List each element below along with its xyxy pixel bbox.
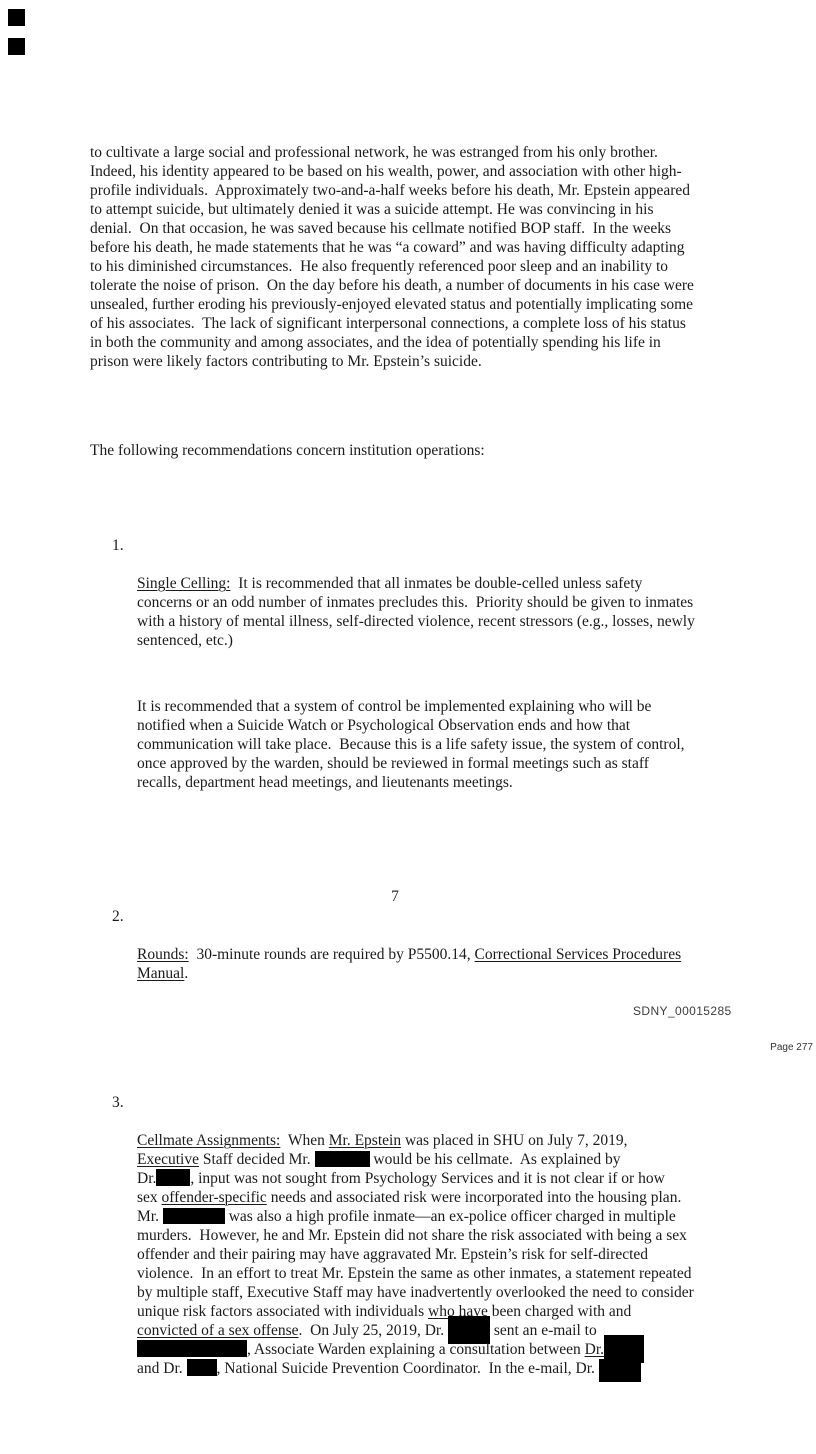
text-run: to cultivate a large social and professional network, he was estranged from his only brother. <box>90 144 658 161</box>
text-run: been charged with and <box>487 1303 632 1320</box>
text-run: offender and their pairing may have aggravated Mr. Epstein’s risk for self-directed <box>137 1246 649 1263</box>
text-run: was also a high profile inmate—an ex-police officer charged in multiple <box>224 1208 676 1225</box>
list-number: 1. <box>112 537 124 554</box>
text-run: needs and associated risk were incorporated into the housing plan. <box>266 1189 682 1206</box>
text-run: concerns or an odd number of inmates precludes this. Priority should be given to inmates <box>137 594 694 611</box>
item-paragraph <box>137 945 742 983</box>
underlined-text: Executive <box>137 1151 199 1168</box>
footer-page-label: Page 277 <box>770 1042 813 1053</box>
item-paragraph <box>137 574 742 650</box>
redaction-box <box>187 1359 217 1376</box>
scan-artifact-square-top <box>8 9 25 26</box>
underlined-text: who have <box>428 1303 488 1320</box>
text-run: denial. On that occasion, he was saved because his cellmate notified BOP staff. In the weeks <box>90 220 672 237</box>
text-run: , Associate Warden explaining a consultation between <box>247 1341 585 1358</box>
redaction-box <box>599 1359 641 1376</box>
page-number: 7 <box>391 888 399 905</box>
text-run: It is recommended that a system of control be implemented explaining who will be <box>137 698 652 715</box>
item-paragraph <box>137 1131 742 1378</box>
text-run: once approved by the warden, should be reviewed in formal meetings such as staff <box>137 755 649 772</box>
list-item-cellmate-assignments <box>90 1093 742 1416</box>
list-item-single-celling <box>90 536 742 830</box>
underlined-text: offender-specific <box>161 1189 267 1206</box>
bates-number: SDNY_00015285 <box>633 1004 732 1018</box>
text-run: When <box>280 1132 329 1149</box>
text-run: was placed in SHU on July 7, 2019, <box>401 1132 628 1149</box>
text-run: It is recommended that all inmates be double-celled unless safety <box>230 575 643 592</box>
text-run: to attempt suicide, but ultimately denied it was a suicide attempt. He was convincing in his <box>90 201 654 218</box>
text-run: murders. However, he and Mr. Epstein did not share the risk associated with being a sex <box>137 1227 687 1244</box>
underlined-text: Rounds: <box>137 946 189 963</box>
text-run: 30-minute rounds are required by P5500.14, <box>188 946 475 963</box>
list-number: 2. <box>112 908 124 925</box>
text-run: , National Suicide Prevention Coordinator. In the e-mail, Dr. <box>216 1360 599 1377</box>
text-run: tolerate the noise of prison. On the day before his death, a number of documents in his case were <box>90 277 694 294</box>
underlined-text: Mr. Epstein <box>328 1132 402 1149</box>
text-run: profile individuals. Approximately two-and-a-half weeks before his death, Mr. Epstein appeared <box>90 182 691 199</box>
redaction-box <box>448 1321 490 1338</box>
text-run: Dr. <box>137 1170 157 1187</box>
list-number: 3. <box>112 1094 124 1111</box>
text-run: with a history of mental illness, self-directed violence, recent stressors (e.g., losses, newly <box>137 613 695 630</box>
text-run: in both the community and among associates, and the idea of potentially spending his life in <box>90 334 661 351</box>
text-run: . <box>184 965 189 982</box>
text-run: sex <box>137 1189 162 1206</box>
text-run: unsealed, further eroding his previously-enjoyed elevated status and potentially implicating some <box>90 296 694 313</box>
underlined-text: Single Celling: <box>137 575 231 592</box>
text-run: recalls, department head meetings, and lieutenants meetings. <box>137 774 513 791</box>
redaction-box <box>156 1169 190 1186</box>
text-run: by multiple staff, Executive Staff may have inadvertently overlooked the need to consider <box>137 1284 694 1301</box>
text-run: The following recommendations concern institution operations: <box>90 442 485 459</box>
text-run: to his diminished circumstances. He also frequently referenced poor sleep and an inability to <box>90 258 669 275</box>
text-run: sentenced, etc.) <box>137 632 233 649</box>
list-item-body <box>137 1093 742 1416</box>
text-run: Indeed, his identity appeared to be based on his wealth, power, and association with other high- <box>90 163 682 180</box>
text-run: prison were likely factors contributing to Mr. Epstein’s suicide. <box>90 353 482 370</box>
text-run: before his death, he made statements that he was “a coward” and was having difficulty adapting <box>90 239 685 256</box>
item-paragraph <box>137 697 742 792</box>
text-run: , input was not sought from Psychology Services and it is not clear if or how <box>190 1170 665 1187</box>
text-run: communication will take place. Because this is a life safety issue, the system of control, <box>137 736 685 753</box>
scan-artifact-square-bottom <box>8 38 25 55</box>
body-paragraph <box>90 143 742 371</box>
text-run: Staff decided Mr. <box>198 1151 315 1168</box>
text-run: violence. In an effort to treat Mr. Epstein the same as other inmates, a statement repeated <box>137 1265 692 1282</box>
redaction-box <box>163 1208 225 1224</box>
underlined-text: Manual <box>137 965 185 982</box>
redaction-box <box>137 1340 247 1357</box>
text-run: unique risk factors associated with individuals <box>137 1303 428 1320</box>
document-body <box>90 105 742 1454</box>
text-run: Mr. <box>137 1208 163 1225</box>
text-run: sent an e-mail to <box>489 1322 597 1339</box>
list-item-body <box>137 536 742 830</box>
underlined-text: Dr. <box>584 1341 605 1358</box>
redaction-box <box>604 1340 644 1357</box>
text-run: of his associates. The lack of significant interpersonal connections, a complete loss of his status <box>90 315 686 332</box>
underlined-text: convicted of a sex offense <box>137 1322 299 1339</box>
underlined-text: Cellmate Assignments: <box>137 1132 281 1149</box>
underlined-text: Correctional Services Procedures <box>474 946 682 963</box>
redaction-box <box>315 1151 370 1167</box>
text-run: . On July 25, 2019, Dr. <box>298 1322 448 1339</box>
intro-line <box>90 441 742 460</box>
text-run: and Dr. <box>137 1360 187 1377</box>
text-run: notified when a Suicide Watch or Psychological Observation ends and how that <box>137 717 631 734</box>
text-run: would be his cellmate. As explained by <box>369 1151 621 1168</box>
